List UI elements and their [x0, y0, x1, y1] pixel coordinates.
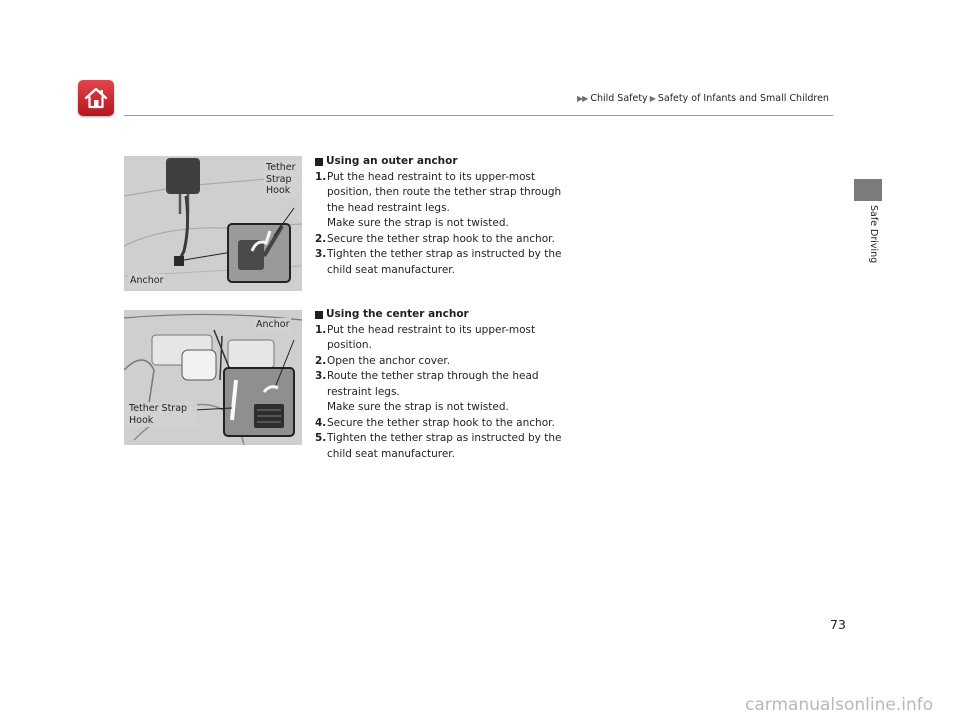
step-number: 2.	[315, 354, 327, 367]
breadcrumb	[577, 93, 829, 104]
bullet-square-icon	[315, 311, 323, 319]
step-number: 3.	[315, 370, 327, 382]
header-divider	[124, 115, 833, 116]
step-number: 3.	[315, 248, 327, 260]
section-heading	[315, 307, 575, 323]
step-text: Secure the tether strap hook to the anchor.	[327, 232, 555, 245]
home-icon	[83, 85, 109, 111]
step-number: 1.	[315, 323, 327, 336]
anchor-callout: Anchor	[256, 319, 290, 330]
list-item	[315, 369, 575, 416]
step-number: 4.	[315, 416, 327, 429]
section-title: Using the center anchor	[326, 308, 469, 320]
list-item	[315, 354, 575, 370]
center-anchor-section	[315, 307, 575, 462]
step-number: 1.	[315, 170, 327, 183]
step-text: Secure the tether strap hook to the anchor.	[327, 416, 555, 429]
step-note: Make sure the strap is not twisted.	[327, 401, 509, 413]
list-item	[315, 431, 575, 462]
tether-strap-hook-callout: Tether Strap Hook	[264, 161, 302, 198]
step-text: Tighten the tether strap as instructed by the child seat manufacturer.	[327, 432, 562, 460]
center-anchor-illustration	[124, 310, 302, 445]
outer-anchor-section	[315, 154, 575, 278]
step-number: 5.	[315, 432, 327, 444]
step-text: Route the tether strap through the head restraint legs.	[327, 370, 539, 398]
watermark: carmanualsonline.info	[745, 695, 934, 715]
step-text: Put the head restraint to its upper-most position, then route the tether strap through the head restraint legs.	[327, 170, 562, 214]
page-number: 73	[830, 617, 846, 632]
list-item	[315, 232, 575, 248]
breadcrumb-item-current: Safety of Infants and Small Children	[657, 93, 829, 104]
list-item	[315, 416, 575, 432]
step-number: 2.	[315, 232, 327, 245]
breadcrumb-arrow-icon: ▶▶	[577, 94, 588, 103]
step-note: Make sure the strap is not twisted.	[327, 217, 509, 229]
tether-strap-hook-callout: Tether Strap Hook	[127, 402, 197, 427]
section-title: Using an outer anchor	[326, 155, 458, 167]
outer-anchor-illustration	[124, 156, 302, 291]
list-item	[315, 247, 575, 278]
section-heading	[315, 154, 575, 170]
bullet-square-icon	[315, 158, 323, 166]
anchor-callout: Anchor	[130, 275, 164, 286]
breadcrumb-item-child-safety[interactable]: Child Safety	[590, 93, 648, 104]
side-tab-marker	[854, 179, 882, 201]
step-text: Tighten the tether strap as instructed by the child seat manufacturer.	[327, 248, 562, 276]
list-item	[315, 323, 575, 354]
list-item	[315, 170, 575, 232]
breadcrumb-separator-icon: ▶	[649, 94, 655, 103]
step-text: Open the anchor cover.	[327, 354, 451, 367]
home-button[interactable]	[78, 80, 114, 116]
step-text: Put the head restraint to its upper-most position.	[327, 323, 536, 351]
side-tab-label: Safe Driving	[868, 205, 879, 264]
